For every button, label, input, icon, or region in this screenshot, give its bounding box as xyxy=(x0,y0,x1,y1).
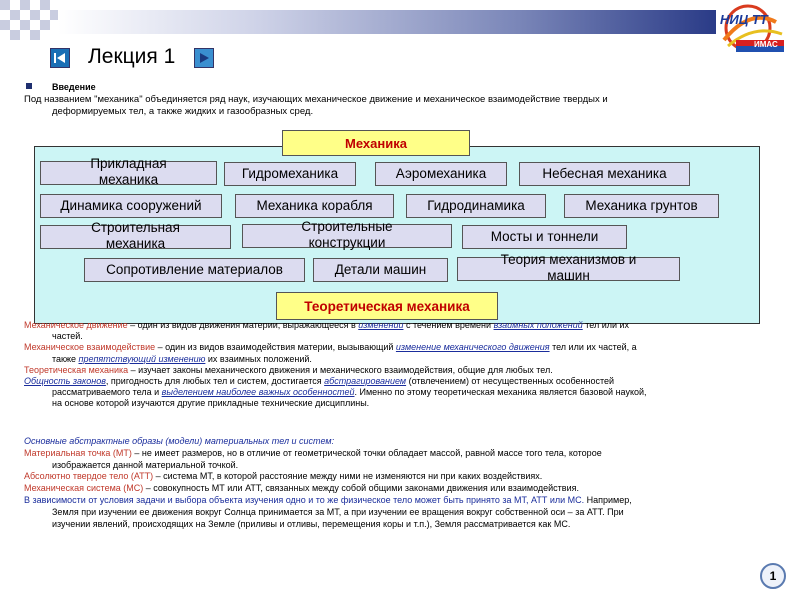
arrow-right-icon xyxy=(195,49,213,67)
definition-generality-of-laws xyxy=(24,376,784,410)
definition-text: (отвлечением) от несущественных особенностей xyxy=(406,376,615,387)
logo xyxy=(710,4,790,56)
diagram-box-aeromechanics xyxy=(375,162,507,186)
box-label: Небесная механика xyxy=(542,166,667,181)
model-term: Механическая система (МС) xyxy=(24,483,144,494)
previous-slide-button[interactable] xyxy=(50,48,70,68)
definition-term: Теоретическая механика xyxy=(24,364,129,375)
logo-subtext: ИМАС xyxy=(754,40,778,49)
models-block xyxy=(24,436,784,530)
diagram-box-ship-mechanics xyxy=(235,194,394,218)
box-label: Механика грунтов xyxy=(585,198,698,213)
box-label: Мосты и тоннели xyxy=(490,229,599,244)
box-label: Гидродинамика xyxy=(427,198,525,213)
definition-mechanical-motion xyxy=(24,320,784,342)
model-mechanical-system xyxy=(24,483,784,495)
definition-text: их взаимных положений. xyxy=(205,353,312,364)
definition-term: Механическое взаимодействие xyxy=(24,342,156,353)
theoretical-mechanics-label: Теоретическая механика xyxy=(276,292,498,320)
gradient-bar xyxy=(58,10,716,34)
slide-title: Лекция 1 xyxy=(88,45,176,68)
diagram-box-celestial-mechanics xyxy=(519,162,690,186)
definition-emphasis: взаимных положений xyxy=(493,320,583,330)
definition-emphasis: препятствующий изменению xyxy=(78,353,206,364)
box-label: Детали машин xyxy=(334,262,427,277)
box-line: Теория механизмов и xyxy=(500,252,637,267)
section-heading: Введение xyxy=(52,82,96,92)
definition-text: тел или их xyxy=(582,320,630,330)
diagram-box-soil-mechanics xyxy=(564,194,719,218)
intro-line-1: Под названием "механика" объединяется ряд наук, изучающих механическое движение и механическое взаимодействие твердых и xyxy=(24,94,608,105)
definition-text: на основе которой изучаются другие прикладные технические дисциплины. xyxy=(52,398,370,409)
definition-text: тел или их частей, а xyxy=(549,342,637,353)
definition-text: . Именно по этому теоретическая механика является базовой наукой, xyxy=(354,387,647,398)
box-line: Строительная xyxy=(91,220,180,235)
model-term: Абсолютно твердое тело (АТТ) xyxy=(24,471,154,482)
model-text: – совокупность МТ или АТТ, связанных между собой общими законами движения или взаимодействия. xyxy=(143,483,579,494)
definition-text: с течением времени xyxy=(403,320,494,330)
model-rigid-body xyxy=(24,471,784,483)
definition-emphasis: изменение механического движения xyxy=(395,342,550,353)
model-choice-note xyxy=(24,495,784,530)
bullet-icon xyxy=(26,83,32,89)
definition-term: Общность законов xyxy=(24,376,106,387)
model-term: Материальная точка (МТ) xyxy=(24,447,132,458)
box-label: Гидромеханика xyxy=(241,166,339,181)
model-text: изображается данной материальной точкой. xyxy=(52,459,239,470)
model-text: – не имеет размеров, но в отличие от геометрической точки обладает массой, равной массе того тела, которое xyxy=(131,447,602,458)
box-line: Строительные xyxy=(301,219,393,234)
diagram-box-applied-mechanics xyxy=(40,156,217,187)
model-text: изучении явлений, происходящих на Земле (приливы и отливы, перемещения коры и т.п.), Земля рассматривается как МС. xyxy=(52,518,571,529)
model-material-point xyxy=(24,448,784,472)
model-text: В зависимости от условия задачи и выбора объекта изучения одно и то же физическое тело может быть принято за МТ, АТТ или МС. xyxy=(24,494,585,505)
definition-emphasis: изменении xyxy=(358,320,404,330)
definition-emphasis: абстрагированием xyxy=(324,376,407,387)
logo-text: НИЦ ТТ xyxy=(720,12,768,27)
page-number-badge: 1 xyxy=(760,563,786,589)
definition-emphasis: выделением наиболее важных особенностей xyxy=(161,387,355,398)
arrow-left-icon xyxy=(51,49,69,67)
intro-text xyxy=(24,94,714,118)
definition-text: – один из видов движения материи, выражающееся в xyxy=(127,320,359,330)
box-line: машин xyxy=(547,268,590,283)
model-text: – система МТ, в которой расстояние между ними не изменяются ни при каких воздействиях. xyxy=(153,471,543,482)
definition-text: – один из видов взаимодействия материи, вызывающий xyxy=(155,342,396,353)
mechanics-label: Механика xyxy=(282,130,470,156)
box-label: Аэромеханика xyxy=(395,166,487,181)
next-slide-button[interactable] xyxy=(194,48,214,68)
definitions-block xyxy=(24,320,784,410)
intro-line-2: деформируемых тел, а также жидких и газообразных сред. xyxy=(52,106,314,117)
definition-text: , пригодность для любых тел и систем, достигается xyxy=(105,376,325,387)
definition-theoretical-mechanics xyxy=(24,365,784,376)
diagram-box-structural-mechanics xyxy=(40,220,231,251)
model-text: Земля при изучении ее движения вокруг Солнца принимается за МТ, а при изучении ее вращения вокруг собственной оси – за АТТ. При xyxy=(52,506,624,517)
box-label: Сопротивление материалов xyxy=(106,262,283,277)
diagram-box-hydrodynamics xyxy=(406,194,546,218)
box-line: Прикладная xyxy=(90,156,167,171)
box-line: механика xyxy=(98,172,159,187)
definition-text: частей. xyxy=(52,331,83,342)
box-line: конструкции xyxy=(308,235,386,250)
diagram-box-bridges-tunnels xyxy=(462,225,627,249)
definition-mechanical-interaction xyxy=(24,342,784,364)
header-band xyxy=(0,0,800,38)
definition-text: рассматриваемого тела и xyxy=(52,387,162,398)
box-line: механика xyxy=(105,236,166,251)
diagram-box-building-structures xyxy=(242,219,452,250)
diagram-box-hydromechanics xyxy=(224,162,356,186)
definition-text: также xyxy=(52,353,79,364)
diagram-box-structural-dynamics xyxy=(40,194,222,218)
diagram-box-strength-of-materials xyxy=(84,258,305,282)
definition-text: – изучает законы механического движения и механического взаимодействия, общие для любых тел. xyxy=(128,364,553,375)
diagram-box-machine-parts xyxy=(313,258,448,282)
box-label: Механика корабля xyxy=(256,198,373,213)
definition-term: Механическое движение xyxy=(24,320,128,330)
models-heading: Основные абстрактные образы (модели) материальных тел и систем: xyxy=(24,436,335,446)
diagram-box-theory-of-mechanisms xyxy=(457,252,680,283)
model-text: Например, xyxy=(584,494,632,505)
box-label: Динамика сооружений xyxy=(60,198,202,213)
